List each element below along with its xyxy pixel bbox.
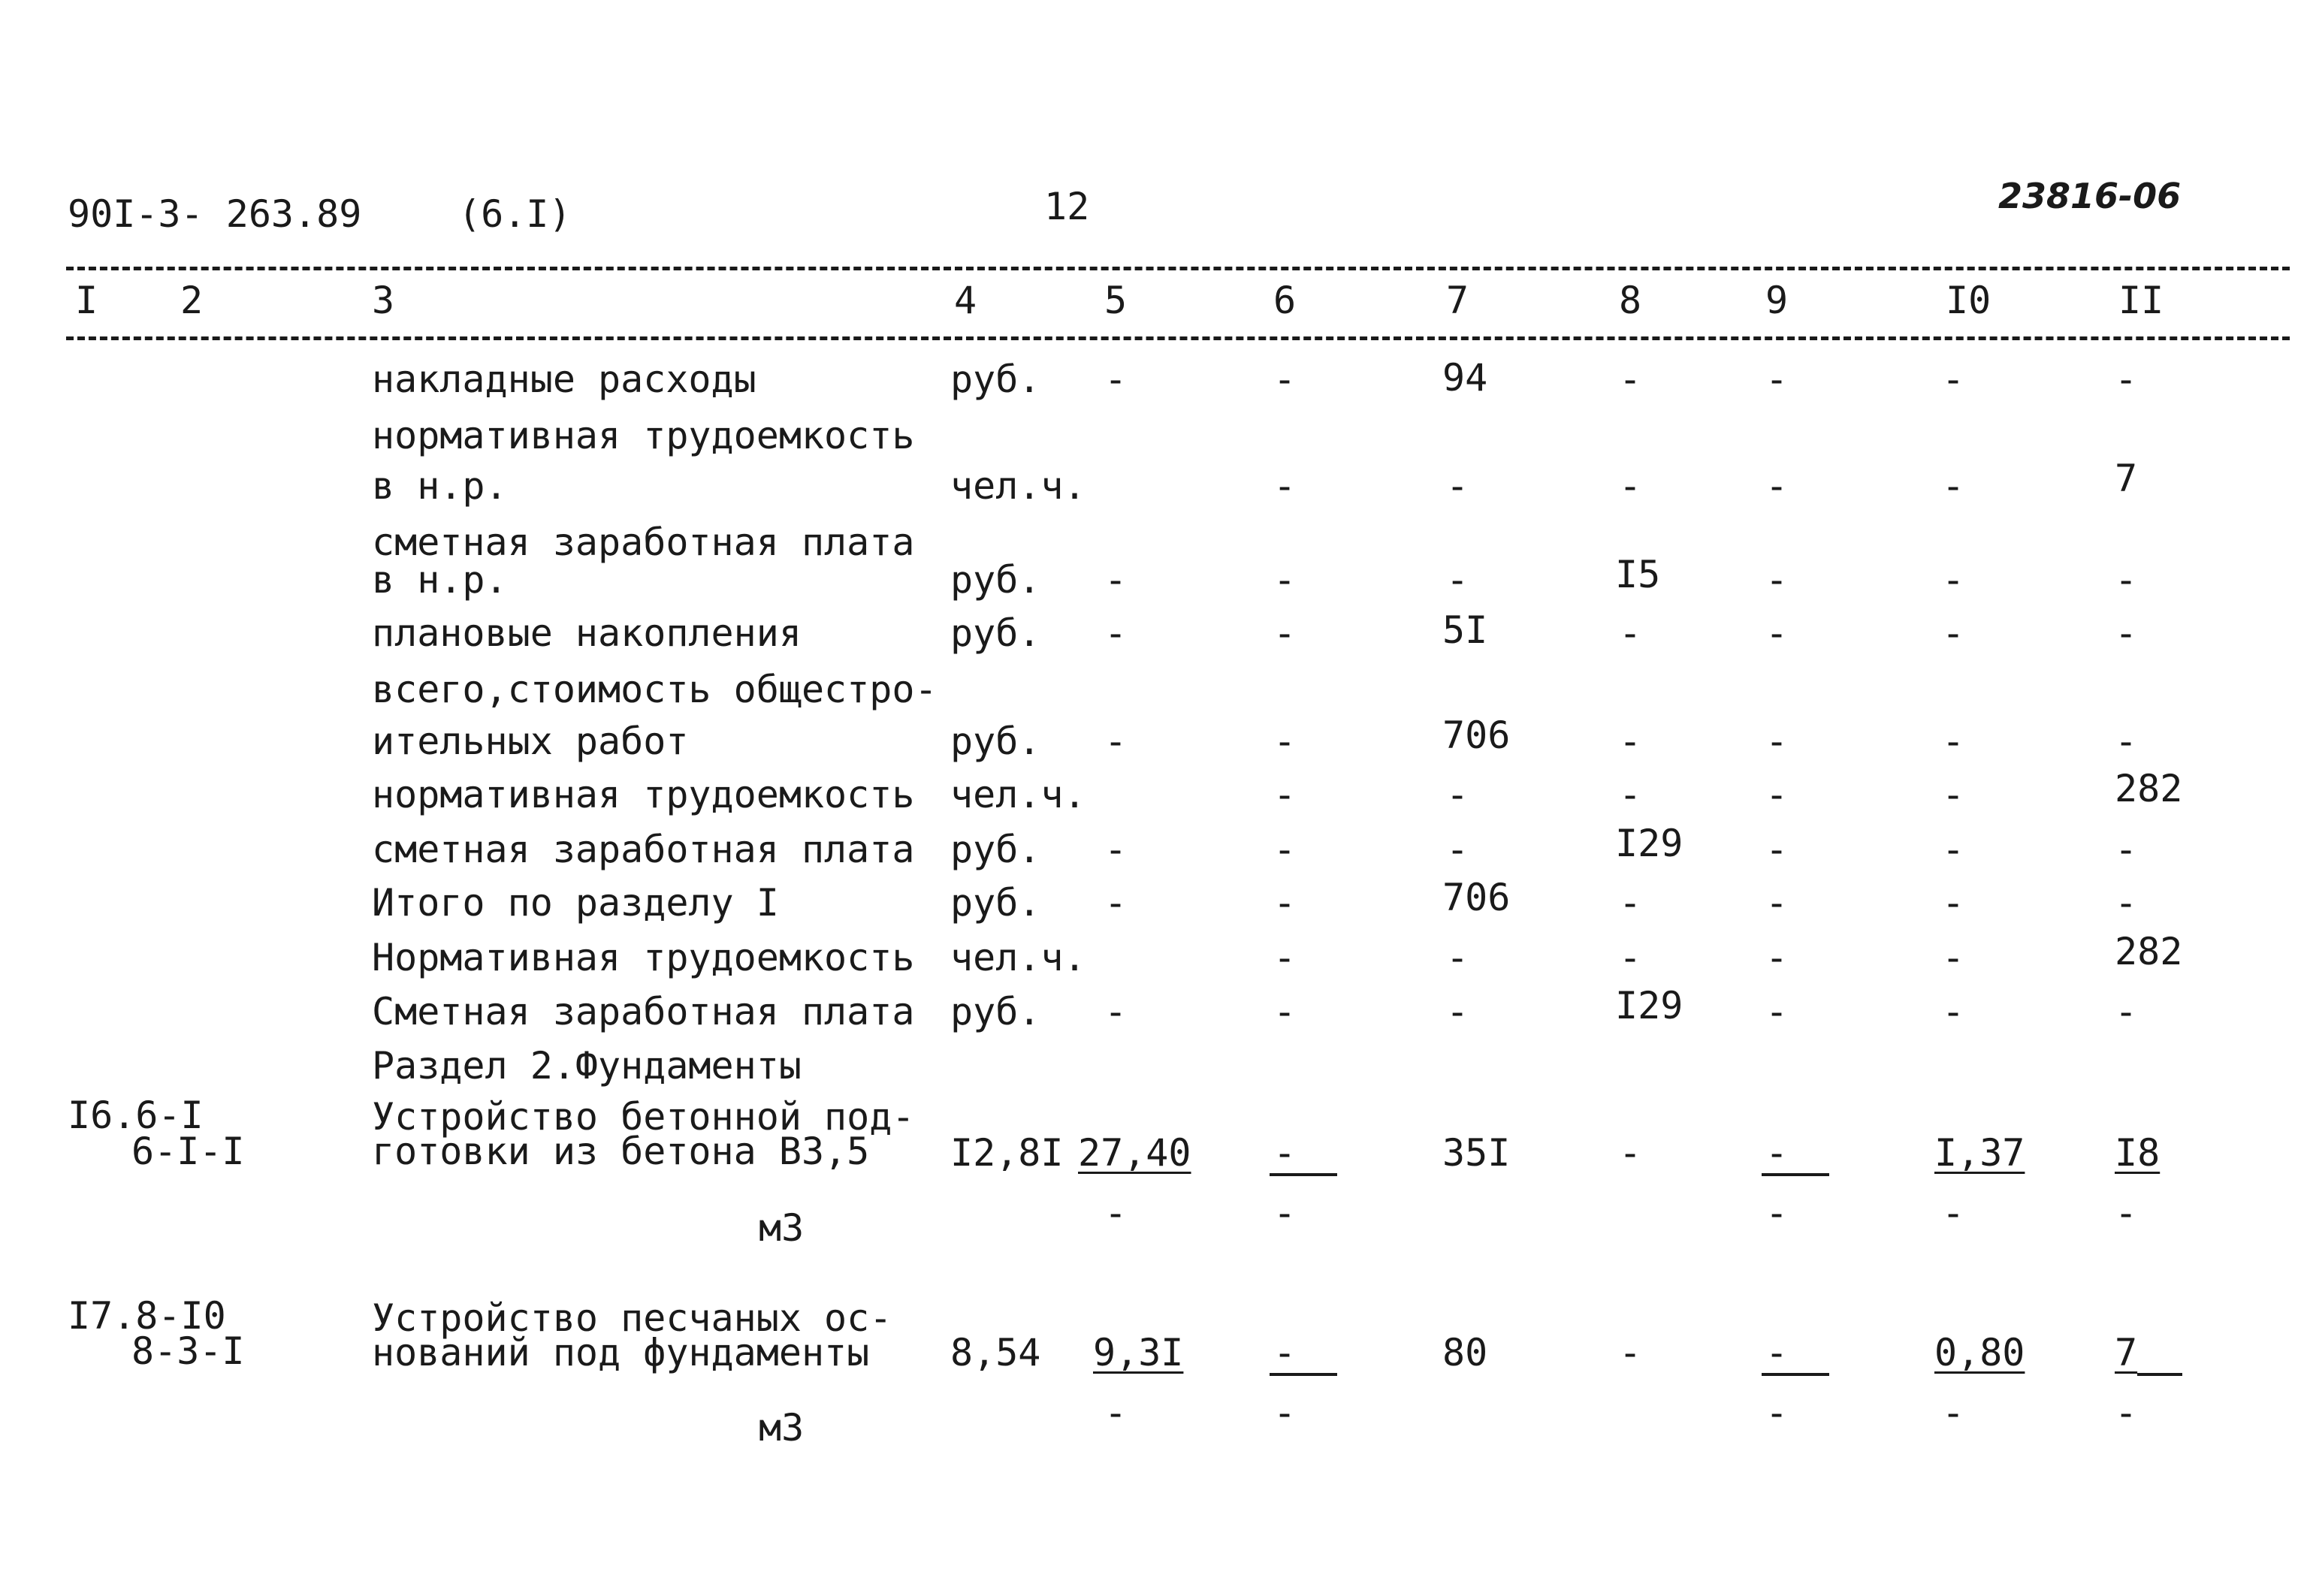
cell-col10: - bbox=[1942, 720, 1965, 763]
cell-col7: 80 bbox=[1442, 1331, 1488, 1374]
cell-col6: - bbox=[1273, 990, 1297, 1033]
cell-col6: - bbox=[1273, 1331, 1297, 1374]
cell-col6: - bbox=[1273, 558, 1297, 602]
cell-col10: - bbox=[1942, 464, 1965, 508]
item-description-cont: готовки из бетона В3,5 bbox=[372, 1130, 870, 1173]
cell-col7: - bbox=[1446, 936, 1469, 979]
col-header-1: I bbox=[75, 279, 98, 322]
row-description: всего,стоимость общестро- bbox=[372, 668, 938, 711]
page-number: 12 bbox=[1044, 185, 1090, 228]
row-description: Сметная заработная плата bbox=[372, 990, 915, 1033]
col-header-9: 9 bbox=[1765, 279, 1789, 322]
cell-col6: - bbox=[1273, 358, 1297, 401]
item-code: 8-3-I bbox=[131, 1329, 245, 1373]
cell-col10-lower: - bbox=[1942, 1191, 1965, 1235]
col-header-7: 7 bbox=[1446, 279, 1469, 322]
cell-col9: - bbox=[1765, 1131, 1789, 1175]
col-header-11: II bbox=[2118, 279, 2164, 322]
cell-col10: I,37 bbox=[1934, 1131, 2025, 1175]
row-description-cont: ительных работ bbox=[372, 720, 689, 763]
col-header-4: 4 bbox=[954, 279, 977, 322]
cell-col10: - bbox=[1942, 358, 1965, 401]
cell-col6-lower: - bbox=[1273, 1191, 1297, 1235]
handwritten-note: 23816-06 bbox=[1998, 176, 2182, 216]
cell-col5: - bbox=[1104, 881, 1128, 925]
row-unit: чел.ч. bbox=[950, 936, 1086, 979]
cell-col5: - bbox=[1104, 720, 1128, 763]
cell-col6: - bbox=[1273, 936, 1297, 979]
cell-col8: - bbox=[1619, 936, 1642, 979]
row-unit: руб. bbox=[950, 720, 1041, 763]
cell-col7: 706 bbox=[1442, 876, 1511, 919]
row-description: сметная заработная плата bbox=[372, 828, 915, 871]
row-description: нормативная трудоемкость bbox=[372, 773, 915, 816]
cell-col9: - bbox=[1765, 990, 1789, 1033]
cell-col7: - bbox=[1446, 464, 1469, 508]
row-unit: руб. bbox=[950, 558, 1041, 602]
cell-col11: 282 bbox=[2115, 930, 2183, 973]
cell-col8: - bbox=[1619, 881, 1642, 925]
cell-col4: 8,54 bbox=[950, 1331, 1041, 1374]
cell-col5: 27,40 bbox=[1078, 1131, 1191, 1175]
cell-col7: 706 bbox=[1442, 714, 1511, 757]
cell-col5: - bbox=[1104, 558, 1128, 602]
cell-col11: - bbox=[2115, 558, 2138, 602]
col-header-2: 2 bbox=[180, 279, 204, 322]
cell-col8: I29 bbox=[1615, 984, 1683, 1027]
cell-col10: 0,80 bbox=[1934, 1331, 2025, 1374]
fraction-bar bbox=[1270, 1173, 1337, 1176]
cell-col7: - bbox=[1446, 558, 1469, 602]
cell-col6: - bbox=[1273, 720, 1297, 763]
row-description: Итого по разделу I bbox=[372, 881, 779, 925]
row-description: накладные расходы bbox=[372, 358, 756, 401]
fraction-bar bbox=[1762, 1173, 1829, 1176]
cell-col11-lower: - bbox=[2115, 1191, 2138, 1235]
cell-col10: - bbox=[1942, 611, 1965, 655]
cell-col5: - bbox=[1104, 358, 1128, 401]
fraction-bar bbox=[1762, 1373, 1829, 1376]
row-description: плановые накопления bbox=[372, 611, 802, 655]
row-description: сметная заработная плата bbox=[372, 520, 915, 564]
header-bottom-rule bbox=[66, 336, 2290, 340]
cell-col8: - bbox=[1619, 1331, 1642, 1374]
cell-col9: - bbox=[1765, 358, 1789, 401]
cell-col10: - bbox=[1942, 936, 1965, 979]
cell-col7: - bbox=[1446, 828, 1469, 871]
row-unit: руб. bbox=[950, 881, 1041, 925]
item-code: 6-I-I bbox=[131, 1130, 245, 1173]
item-description-cont: нований под фундаменты bbox=[372, 1331, 870, 1374]
fraction-bar bbox=[2137, 1373, 2182, 1376]
cell-col9: - bbox=[1765, 773, 1789, 816]
cell-col7: 5I bbox=[1442, 608, 1488, 652]
cell-col9-lower: - bbox=[1765, 1191, 1789, 1235]
cell-col7: - bbox=[1446, 773, 1469, 816]
cell-col11: 7 bbox=[2115, 457, 2138, 500]
cell-col5: - bbox=[1104, 611, 1128, 655]
cell-col6: - bbox=[1273, 1131, 1297, 1175]
row-description: нормативная трудоемкость bbox=[372, 414, 915, 457]
cell-col5: 9,3I bbox=[1093, 1331, 1184, 1374]
cell-col8: - bbox=[1619, 1131, 1642, 1175]
col-header-8: 8 bbox=[1619, 279, 1642, 322]
item-unit: м3 bbox=[759, 1206, 805, 1250]
cell-col9: - bbox=[1765, 936, 1789, 979]
cell-col11: - bbox=[2115, 358, 2138, 401]
cell-col9: - bbox=[1765, 881, 1789, 925]
row-unit: чел.ч. bbox=[950, 464, 1086, 508]
item-description: Устройство песчаных ос- bbox=[372, 1296, 892, 1340]
cell-col11-lower: - bbox=[2115, 1391, 2138, 1435]
cell-col11: - bbox=[2115, 990, 2138, 1033]
item-number: I6.6-I bbox=[68, 1094, 204, 1137]
item-unit: м3 bbox=[759, 1406, 805, 1450]
cell-col7: 94 bbox=[1442, 356, 1488, 400]
section-reference: (6.I) bbox=[458, 192, 572, 236]
cell-col10: - bbox=[1942, 773, 1965, 816]
cell-col8: - bbox=[1619, 773, 1642, 816]
cell-col4: I2,8I bbox=[950, 1131, 1064, 1175]
cell-col6-lower: - bbox=[1273, 1391, 1297, 1435]
cell-col11: - bbox=[2115, 720, 2138, 763]
cell-col11: 7 bbox=[2115, 1331, 2138, 1374]
row-unit: руб. bbox=[950, 358, 1041, 401]
cell-col9-lower: - bbox=[1765, 1391, 1789, 1435]
cell-col9: - bbox=[1765, 611, 1789, 655]
row-description: Нормативная трудоемкость bbox=[372, 936, 915, 979]
cell-col6: - bbox=[1273, 828, 1297, 871]
row-unit: руб. bbox=[950, 828, 1041, 871]
cell-col9: - bbox=[1765, 1331, 1789, 1374]
row-unit: руб. bbox=[950, 990, 1041, 1033]
cell-col11: 282 bbox=[2115, 767, 2183, 810]
cell-col11: - bbox=[2115, 828, 2138, 871]
cell-col8: I29 bbox=[1615, 822, 1683, 865]
row-description-cont: в н.р. bbox=[372, 464, 508, 508]
cell-col9: - bbox=[1765, 464, 1789, 508]
cell-col8: - bbox=[1619, 611, 1642, 655]
cell-col10: - bbox=[1942, 828, 1965, 871]
cell-col10: - bbox=[1942, 990, 1965, 1033]
cell-col10: - bbox=[1942, 558, 1965, 602]
cell-col6: - bbox=[1273, 611, 1297, 655]
cell-col8: - bbox=[1619, 720, 1642, 763]
cell-col7: - bbox=[1446, 990, 1469, 1033]
row-unit: чел.ч. bbox=[950, 773, 1086, 816]
cell-col9: - bbox=[1765, 828, 1789, 871]
cell-col5-lower: - bbox=[1104, 1391, 1128, 1435]
header-top-rule bbox=[66, 267, 2290, 270]
row-unit: руб. bbox=[950, 611, 1041, 655]
item-number: I7.8-I0 bbox=[68, 1294, 226, 1338]
cell-col10-lower: - bbox=[1942, 1391, 1965, 1435]
cell-col8: I5 bbox=[1615, 553, 1661, 596]
cell-col11: - bbox=[2115, 611, 2138, 655]
cell-col11: I8 bbox=[2115, 1131, 2161, 1175]
cell-col8: - bbox=[1619, 358, 1642, 401]
fraction-bar bbox=[1270, 1373, 1337, 1376]
col-header-10: I0 bbox=[1946, 279, 1991, 322]
section-heading: Раздел 2.Фундаменты bbox=[372, 1044, 802, 1088]
document-code: 90I-3- 263.89 bbox=[68, 192, 362, 236]
col-header-3: 3 bbox=[372, 279, 395, 322]
cell-col6: - bbox=[1273, 773, 1297, 816]
cell-col11: - bbox=[2115, 881, 2138, 925]
item-description: Устройство бетонной под- bbox=[372, 1095, 915, 1139]
cell-col9: - bbox=[1765, 720, 1789, 763]
row-description-cont: в н.р. bbox=[372, 558, 508, 602]
cell-col8: - bbox=[1619, 464, 1642, 508]
cell-col5: - bbox=[1104, 990, 1128, 1033]
cell-col5-lower: - bbox=[1104, 1191, 1128, 1235]
cell-col5: - bbox=[1104, 828, 1128, 871]
cell-col7: 35I bbox=[1442, 1131, 1511, 1175]
col-header-6: 6 bbox=[1273, 279, 1297, 322]
cell-col6: - bbox=[1273, 881, 1297, 925]
cell-col9: - bbox=[1765, 558, 1789, 602]
cell-col6: - bbox=[1273, 464, 1297, 508]
col-header-5: 5 bbox=[1104, 279, 1128, 322]
cell-col10: - bbox=[1942, 881, 1965, 925]
